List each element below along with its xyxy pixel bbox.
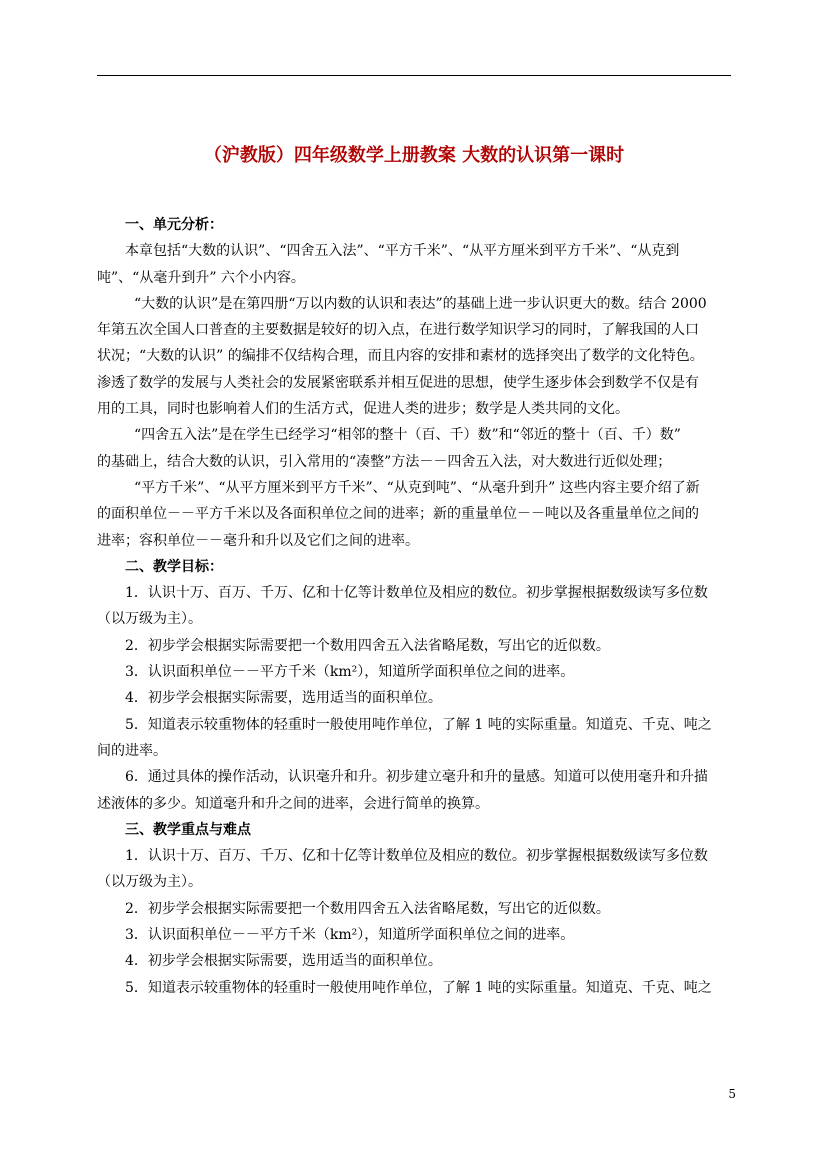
list-item-line: 6．通过具体的操作活动，认识毫升和升。初步建立毫升和升的量感。知道可以使用毫升和升描 <box>125 769 708 786</box>
paragraph-line: 进率；容积单位－－毫升和升以及它们之间的进率。 <box>97 532 419 549</box>
section-heading-key-points: 三、教学重点与难点 <box>125 821 251 838</box>
list-item-line: 1．认识十万、百万、千万、亿和十亿等计数单位及相应的数位。初步掌握根据数级读写多位数 <box>125 585 708 602</box>
section-heading-unit-analysis: 一、单元分析： <box>125 217 223 233</box>
list-item-line: （以万级为主）。 <box>97 874 202 891</box>
list-item-line: 述液体的多少。知道毫升和升之间的进率，会进行简单的换算。 <box>97 795 489 812</box>
list-item-line: 1．认识十万、百万、千万、亿和十亿等计数单位及相应的数位。初步掌握根据数级读写多位数 <box>125 848 708 865</box>
paragraph-line: 的基础上，结合大数的认识，引入常用的“凑整”方法－－四舍五入法，对大数进行近似处理； <box>97 453 672 470</box>
page-number: 5 <box>728 1087 736 1101</box>
section-heading-teaching-goals: 二、教学目标： <box>125 558 223 575</box>
list-item-line: 2．初步学会根据实际需要把一个数用四舍五入法省略尾数，写出它的近似数。 <box>125 900 610 917</box>
paragraph-line: 的面积单位－－平方千米以及各面积单位之间的进率；新的重量单位－－吨以及各重量单位之间的 <box>97 506 699 523</box>
list-item-line: 4．初步学会根据实际需要，选用适当的面积单位。 <box>125 690 442 707</box>
paragraph-line: 年第五次全国人口普查的主要数据是较好的切入点，在进行数学知识学习的同时，了解我国的人口 <box>97 322 699 339</box>
paragraph-line: 本章包括“大数的认识”、“四舍五入法”、“平方千米”、“从平方厘米到平方千米”、“从克到 <box>125 243 680 260</box>
list-item-line: 3．认识面积单位－－平方千米（km²），知道所学面积单位之间的进率。 <box>125 927 575 944</box>
list-item-line: 5．知道表示较重物体的轻重时一般使用吨作单位，了解 1 吨的实际重量。知道克、千克、吨之 <box>125 979 712 996</box>
list-item-line: 2．初步学会根据实际需要把一个数用四舍五入法省略尾数，写出它的近似数。 <box>125 637 610 654</box>
list-item-line: （以万级为主）。 <box>97 611 202 628</box>
paragraph-line: “大数的认识”是在第四册“万以内数的认识和表达”的基础上进一步认识更大的数。结合 2000 <box>134 295 707 312</box>
list-item-line: 3．认识面积单位－－平方千米（km²），知道所学面积单位之间的进率。 <box>125 664 575 681</box>
paragraph-line: 用的工具，同时也影响着人们的生活方式，促进人类的进步；数学是人类共同的文化。 <box>97 401 629 418</box>
list-item-line: 4．初步学会根据实际需要，选用适当的面积单位。 <box>125 953 442 970</box>
list-item-line: 间的进率。 <box>97 742 167 759</box>
header-rule <box>97 75 731 76</box>
document-title: （沪教版）四年级数学上册教案 大数的认识第一课时 <box>203 145 625 166</box>
paragraph-line: “平方千米”、“从平方厘米到平方千米”、“从克到吨”、“从毫升到升” 这些内容主要介绍了新 <box>134 479 700 496</box>
list-item-line: 5．知道表示较重物体的轻重时一般使用吨作单位，了解 1 吨的实际重量。知道克、千克、吨之 <box>125 716 712 733</box>
document-body <box>97 212 739 1001</box>
paragraph-line: 状况；“大数的认识” 的编排不仅结构合理，而且内容的安排和素材的选择突出了数学的文化特色。 <box>97 348 704 365</box>
paragraph-line: “四舍五入法”是在学生已经学习“相邻的整十（百、千）数”和“邻近的整十（百、千）数” <box>134 427 681 444</box>
paragraph-line: 渗透了数学的发展与人类社会的发展紧密联系并相互促进的思想，使学生逐步体会到数学不仅是有 <box>97 374 699 391</box>
paragraph-line: 吨”、“从毫升到升” 六个小内容。 <box>97 269 305 286</box>
